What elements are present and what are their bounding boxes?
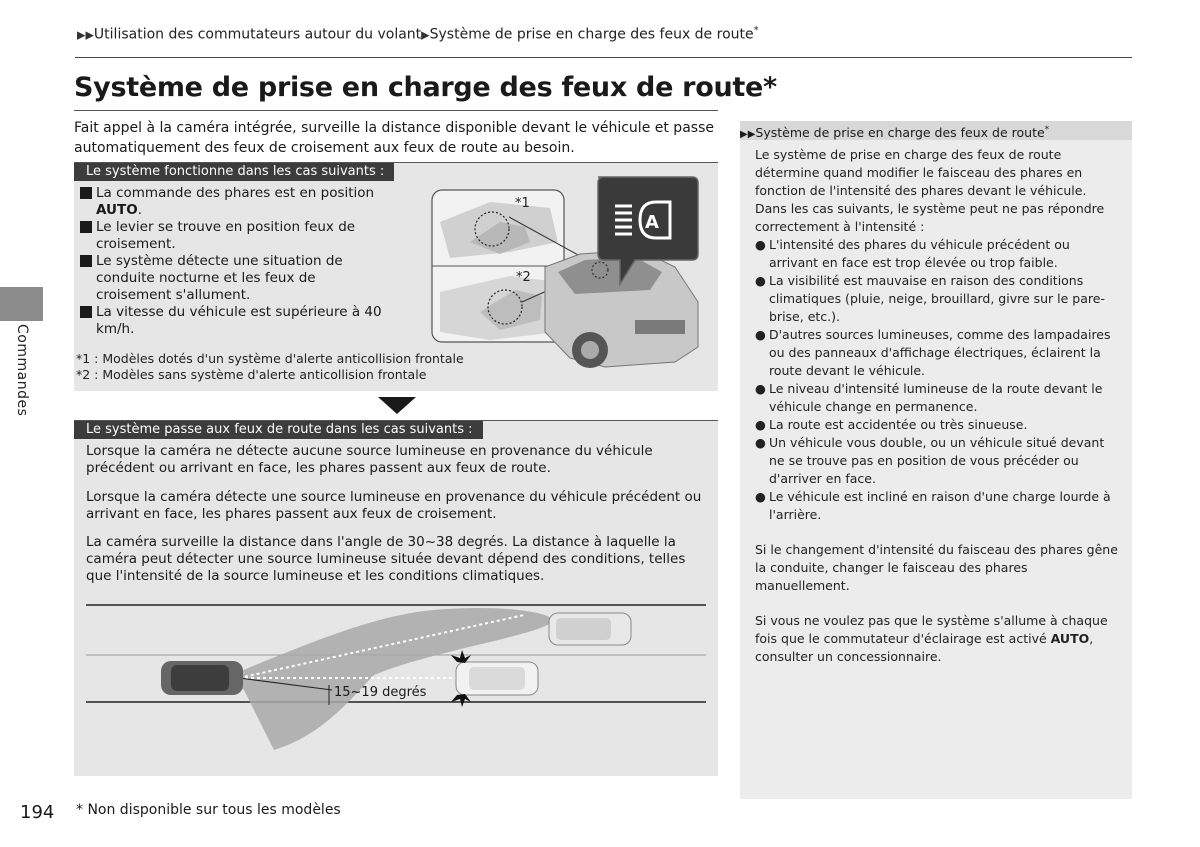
sidebar-para-manual: Si le changement d'intensité du faisceau des phares gêne la conduite, changer le faisceau des phares manuellement. [755, 542, 1118, 593]
condition-item [80, 253, 390, 304]
road-detection-diagram [74, 595, 718, 755]
condition-text: Le levier se trouve en position feux de croisement. [96, 219, 356, 252]
svg-text:A: A [645, 212, 659, 233]
sidebar-bullet: ● L'intensité des phares du véhicule précédent ou arrivant en face est trop élevée ou trop faible. [755, 237, 1070, 270]
sidebar-bullet: ● Le niveau d'intensité lumineuse de la route devant le véhicule change en permanence. [755, 381, 1103, 414]
title-rule [74, 110, 718, 111]
conditions-list [80, 185, 390, 338]
sidebar-para-dealer: Si vous ne voulez pas que le système s'allume à chaque fois que le commutateur d'éclairage est activé AUTO, consulter un concessionnaire. [755, 613, 1108, 664]
sidebar-heading [740, 121, 1132, 140]
paragraph-light-detected: Lorsque la caméra détecte une source lumineuse en provenance du véhicule précédent ou arrivant en face, les phares passent aux feux de croisement. [86, 489, 702, 522]
condition-item [80, 304, 390, 338]
callout-2: *2 [516, 270, 531, 285]
paragraph-no-light: Lorsque la caméra ne détecte aucune source lumineuse en provenance du véhicule précédent ou arrivant en face, les phares passent aux feux de route. [86, 443, 653, 476]
page-title-text: Système de prise en charge des feux de route [74, 72, 763, 103]
sidebar-bullet: ● D'autres sources lumineuses, comme des lampadaires ou des panneaux d'affichage électriques, éclairent la route devant le véhicule. [755, 327, 1111, 378]
sidebar-bullet: ● Un véhicule vous double, ou un véhicule situé devant ne se trouve pas en position de vous précéder ou d'arriver en face. [755, 435, 1105, 486]
breadcrumb-section[interactable]: Utilisation des commutateurs autour du volant [93, 26, 422, 43]
footnotes [76, 351, 464, 383]
own-car-roof [171, 665, 229, 691]
condition-text: La vitesse du véhicule est supérieure à 40 km/h. [96, 304, 382, 337]
header-rule [75, 57, 1132, 58]
page-title [74, 72, 777, 103]
breadcrumb [77, 25, 759, 43]
angle-label: 15~19 degrés [334, 685, 427, 700]
sidebar-bullets [755, 236, 1120, 524]
condition-text-end: . [137, 202, 142, 218]
footnote-2: *2 : Modèles sans système d'alerte anticollision frontale [76, 367, 427, 382]
sidebar-bullet: ● La route est accidentée ou très sinueuse. [755, 417, 1028, 432]
page-title-star: * [763, 72, 777, 103]
square-bullet-icon [80, 221, 92, 233]
sidebar-bullet: ● Le véhicule est incliné en raison d'une charge lourde à l'arrière. [755, 489, 1111, 522]
intro-text: Fait appel à la caméra intégrée, surveille la distance disponible devant le véhicule et passe automatiquement des feux de croisement aux feux de route au besoin. [74, 120, 714, 156]
chapter-tab-label[interactable]: Commandes [14, 324, 30, 417]
square-bullet-icon [80, 187, 92, 199]
footnote-1: *1 : Modèles dotés d'un système d'alerte anticollision frontale [76, 351, 464, 366]
breadcrumb-arrow-icon: ▶ [421, 28, 430, 42]
condition-item [80, 219, 390, 253]
sidebar-body [755, 146, 1120, 666]
suv-hub [581, 341, 599, 359]
breadcrumb-current: Système de prise en charge des feux de route [429, 26, 754, 43]
sidebar-arrows-icon: ▶▶ [740, 129, 756, 141]
condition-text: Le système détecte une situation de conduite nocturne et les feux de croisement s'allument. [96, 253, 343, 303]
condition-item [80, 185, 390, 219]
square-bullet-icon [80, 306, 92, 318]
arrow-down-icon [378, 397, 416, 414]
page-number: 194 [20, 802, 55, 823]
camera-location-illustration [430, 172, 718, 388]
sidebar-bullet: ● La visibilité est mauvaise en raison des conditions climatiques (pluie, neige, brouillard, givre sur le pare-brise, etc.). [755, 273, 1105, 324]
paragraph-camera-angle: La caméra surveille la distance dans l'angle de 30~38 degrés. La distance à laquelle la caméra peut détecter une source lumineuse située devant dépend des conditions, telles que l'intensité de la source lumineuse et les conditions climatiques. [86, 534, 686, 584]
square-bullet-icon [80, 255, 92, 267]
callout-1: *1 [515, 196, 530, 211]
chapter-tab-marker [0, 287, 43, 321]
sidebar-intro: Le système de prise en charge des feux de route détermine quand modifier le faisceau des phares en fonction de l'intensité des phares devant le véhicule. Dans les cas suivants, le système peut ne pas répondre correctement à l'intensité : [755, 147, 1105, 234]
breadcrumb-arrows-icon: ▶▶ [77, 28, 94, 42]
sidebar-heading-text: Système de prise en charge des feux de route [755, 125, 1045, 141]
condition-bold: AUTO [96, 202, 138, 218]
oncoming-car-roof [556, 618, 611, 640]
high-beam-box-label: Le système passe aux feux de route dans les cas suivants : [74, 421, 483, 439]
condition-text: La commande des phares est en position [96, 185, 375, 201]
conditions-box-label: Le système fonctionne dans les cas suivants : [74, 163, 394, 181]
preceding-car-roof [469, 667, 525, 690]
breadcrumb-star: * [753, 25, 759, 36]
suv-grille [635, 320, 685, 334]
footer-note: * Non disponible sur tous les modèles [76, 802, 341, 818]
sidebar-heading-star: * [1044, 125, 1050, 135]
